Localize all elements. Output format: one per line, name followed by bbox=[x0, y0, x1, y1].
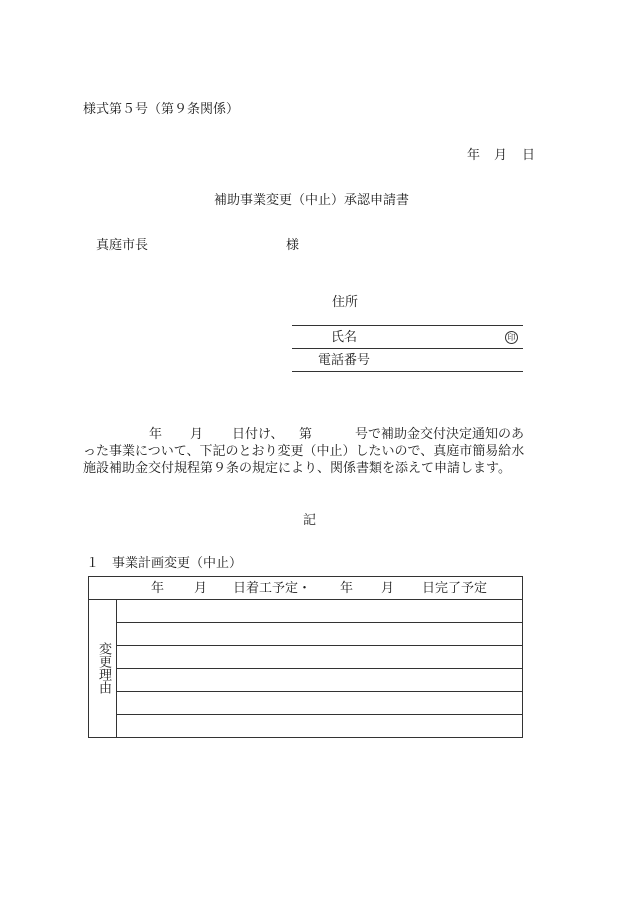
section1-heading: １ 事業計画変更（中止） bbox=[86, 556, 243, 571]
form-number: 様式第５号（第９条関係） bbox=[83, 102, 240, 117]
body-date: 日付け、 bbox=[232, 427, 284, 442]
phone-label: 電話番号 bbox=[318, 353, 371, 368]
reason-label-cell bbox=[89, 600, 117, 738]
change-reason-label: 変更理由 bbox=[96, 642, 111, 694]
body-line3: 施設補助金交付規程第９条の規定により、関係書類を添えて申請します。 bbox=[83, 461, 511, 476]
seal-mark bbox=[505, 330, 518, 344]
end-schedule-label: 日完了予定 bbox=[422, 581, 488, 596]
reason-row-divider bbox=[117, 691, 523, 692]
phone-underline bbox=[292, 371, 523, 372]
addressee-name: 真庭市長 bbox=[96, 238, 149, 253]
body-line1-rest: 号で補助金交付決定通知のあ bbox=[355, 427, 525, 442]
reason-row-divider bbox=[117, 668, 523, 669]
change-plan-table bbox=[88, 576, 523, 738]
reason-row-divider bbox=[117, 622, 523, 623]
start-month-label: 月 bbox=[194, 581, 208, 596]
date-month-label: 月 bbox=[494, 148, 508, 163]
start-year-label: 年 bbox=[151, 581, 165, 596]
reason-row-divider bbox=[117, 645, 523, 646]
address-underline bbox=[292, 325, 523, 326]
date-year-label: 年 bbox=[467, 148, 481, 163]
start-schedule-label: 日着工予定・ bbox=[233, 581, 312, 596]
address-label: 住所 bbox=[332, 295, 359, 310]
ki-mark: 記 bbox=[303, 513, 317, 528]
name-underline bbox=[292, 348, 523, 349]
document-title: 補助事業変更（中止）承認申請書 bbox=[214, 193, 410, 208]
end-year-label: 年 bbox=[340, 581, 354, 596]
table-header-row bbox=[89, 577, 522, 600]
reason-row-divider bbox=[117, 714, 523, 715]
body-month: 月 bbox=[190, 427, 204, 442]
body-year: 年 bbox=[149, 427, 163, 442]
body-line2: った事業について、下記のとおり変更（中止）したいので、真庭市簡易給水 bbox=[83, 444, 525, 459]
addressee-honorific: 様 bbox=[286, 238, 300, 253]
name-label: 氏名 bbox=[331, 330, 358, 345]
end-month-label: 月 bbox=[381, 581, 395, 596]
date-day-label: 日 bbox=[522, 148, 536, 163]
seal-icon: 印 bbox=[505, 331, 518, 344]
body-number-prefix: 第 bbox=[299, 427, 313, 442]
